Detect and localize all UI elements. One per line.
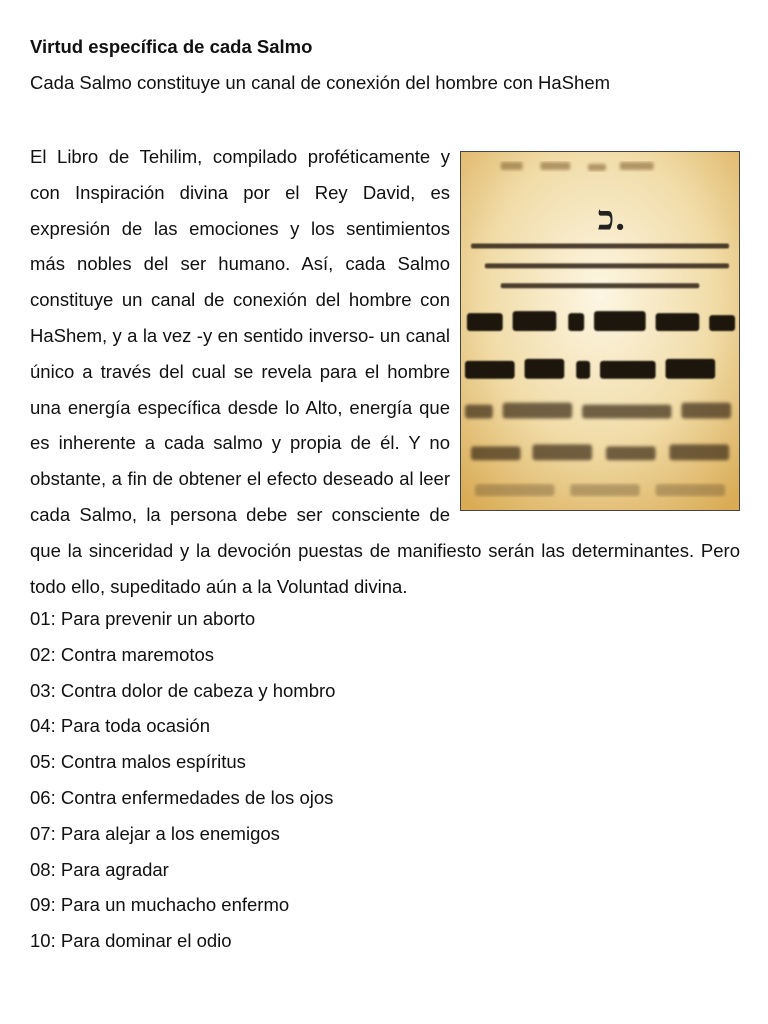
list-item: 09: Para un muchacho enfermo (30, 894, 290, 916)
psalm-list (30, 601, 335, 959)
hebrew-text-photo (460, 151, 740, 511)
list-item: 08: Para agradar (30, 858, 169, 880)
intro-section (30, 139, 740, 604)
list-item: 01: Para prevenir un aborto (30, 608, 256, 629)
intro-paragraph: El Libro de Tehilim, compilado proféticamente y con Inspiración divina por el Rey David, es expresión de las emociones y los sentimientos más nobles del ser humano. Así, cada Salmo constituye un canal de conexión del hombre con HaShem, y a la vez -y en sentido inverso- un canal único a través del cual se revela para el hombre una energía específica desde lo Alto, energía que es inherente a cada salmo y propia de él. Y no obstante, a fin de obtener el efecto deseado al leer cada Salmo, la persona debe ser consciente de que la sinceridad y la devoción puestas de manifiesto serán las determinantes. Pero todo ello, supeditado aún a la Voluntad divina. (30, 146, 740, 597)
list-item: 07: Para alejar a los enemigos (30, 822, 280, 844)
page-title: Virtud específica de cada Salmo (30, 36, 313, 57)
page-subtitle: Cada Salmo constituye un canal de conexión del hombre con HaShem (30, 72, 611, 93)
list-item: 04: Para toda ocasión (30, 715, 210, 737)
list-item: 02: Contra maremotos (30, 643, 215, 665)
header-glyph: כ. (597, 197, 627, 238)
list-item: 06: Contra enfermedades de los ojos (30, 786, 334, 808)
list-item: 05: Contra malos espíritus (30, 751, 246, 773)
list-item: 10: Para dominar el odio (30, 930, 232, 952)
list-item: 03: Contra dolor de cabeza y hombro (30, 679, 336, 701)
